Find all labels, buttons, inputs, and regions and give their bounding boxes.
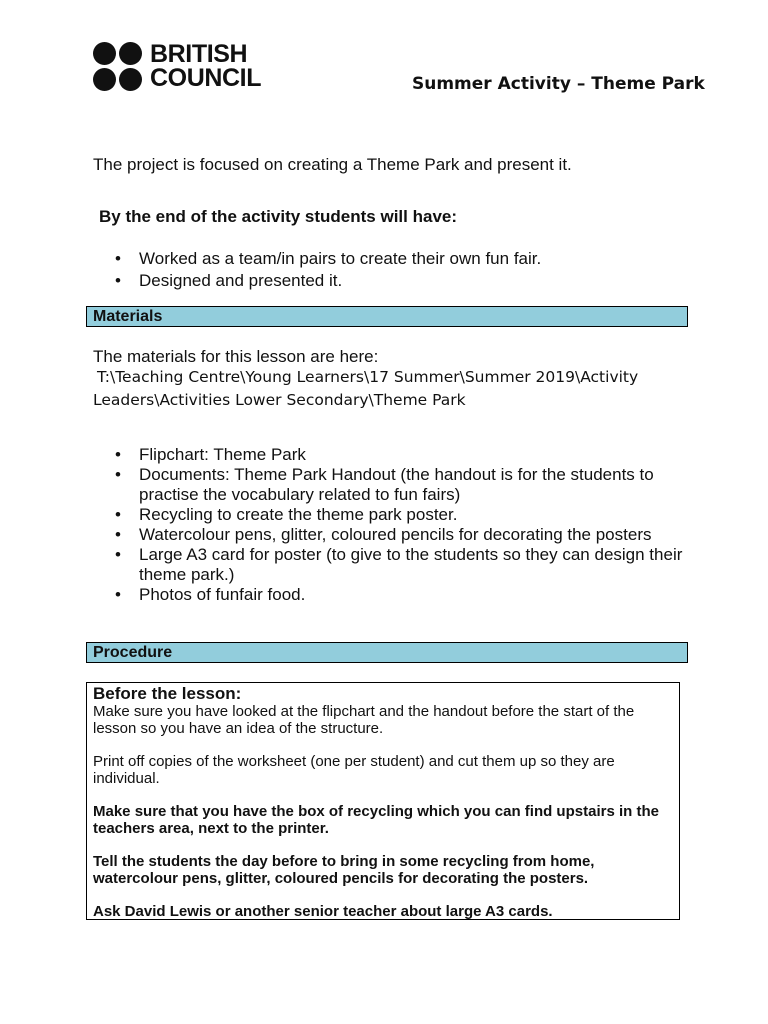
procedure-paragraph: Ask David Lewis or another senior teacher about large A3 cards. [93,903,553,920]
procedure-paragraph: Print off copies of the worksheet (one per student) and cut them up so they are individual. [93,753,615,787]
british-council-logo [93,42,273,94]
document-title: Summer Activity – Theme Park [412,74,705,94]
path-line-2: Leaders\Activities Lower Secondary\Theme Park [93,391,466,409]
procedure-paragraph: Tell the students the day before to bring in some recycling from home, watercolour pens, glitter, coloured pencils for decorating the posters. [93,853,595,887]
materials-intro: The materials for this lesson are here: [93,347,379,366]
logo-text-line1: BRITISH [150,40,248,68]
materials-path [93,366,653,412]
list-item: • Flipchart: Theme Park [93,445,683,465]
list-item: • Designed and presented it. [93,271,693,291]
list-item: • Recycling to create the theme park poster. [93,505,683,525]
materials-list [93,445,683,605]
logo-wordmark [150,42,261,90]
outcomes-heading: By the end of the activity students will have: [99,207,458,226]
list-item: • Worked as a team/in pairs to create their own fun fair. [93,249,693,269]
logo-text-line2: COUNCIL [150,64,262,92]
procedure-box [86,682,680,920]
before-lesson-heading: Before the lesson: [93,684,242,703]
intro-text: The project is focused on creating a Theme Park and present it. [93,155,572,174]
path-line-1: T:\Teaching Centre\Young Learners\17 Summer\Summer 2019\Activity [97,368,639,386]
list-item: • Documents: Theme Park Handout (the handout is for the students to practise the vocabulary related to fun fairs) [93,465,683,505]
materials-section-header: Materials [86,306,688,327]
list-item: • Photos of funfair food. [93,585,683,605]
procedure-paragraph: Make sure you have looked at the flipchart and the handout before the start of the lesson so you have an idea of the structure. [93,703,635,737]
list-item: • Large A3 card for poster (to give to the students so they can design their theme park.) [93,545,683,585]
outcomes-list [93,249,693,293]
list-item: • Watercolour pens, glitter, coloured pencils for decorating the posters [93,525,683,545]
procedure-section-header: Procedure [86,642,688,663]
procedure-paragraph: Make sure that you have the box of recycling which you can find upstairs in the teachers area, next to the printer. [93,803,659,837]
logo-dots-icon [93,42,143,92]
